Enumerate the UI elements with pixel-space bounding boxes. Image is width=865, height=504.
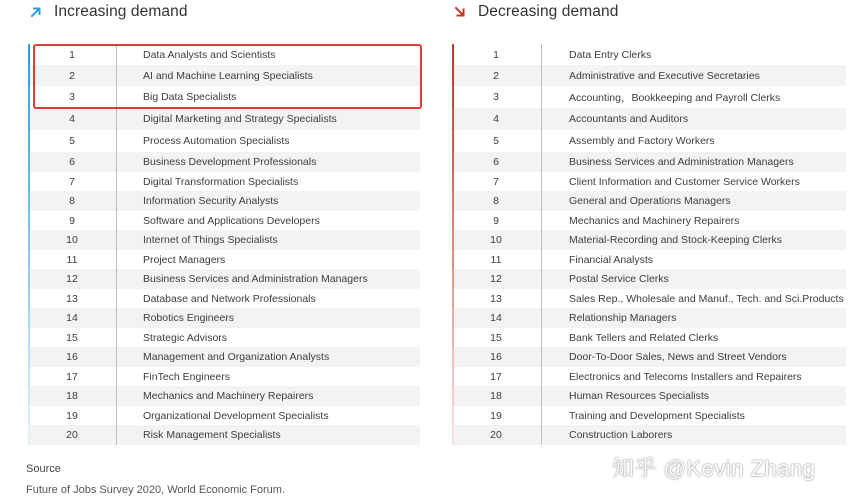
row-accent-bar [28,108,30,130]
row-accent-bar [452,86,454,108]
column-divider [541,386,542,406]
job-title-cell: Bank Tellers and Related Clerks [569,331,719,344]
table-row [452,328,846,347]
rank-cell: 8 [493,195,499,207]
job-title-cell: Business Services and Administration Managers [143,273,368,285]
job-title-cell: Administrative and Executive Secretaries [569,69,760,82]
job-title-cell: Information Security Analysts [143,195,279,207]
rank-cell: 12 [490,273,502,285]
rank-cell: 14 [490,312,502,324]
job-title-cell: Process Automation Specialists [143,135,290,147]
job-title-cell: Relationship Managers [569,312,677,324]
column-divider [541,406,542,425]
row-accent-bar [28,191,30,211]
job-title-cell: Project Managers [143,253,226,266]
table-row [28,108,420,130]
rank-cell: 4 [493,113,499,125]
column-divider [541,425,542,445]
rank-cell: 19 [66,409,78,422]
row-accent-bar [28,425,30,445]
column-divider [541,108,542,130]
arrow-down-right-icon [452,4,468,20]
job-title-cell: Software and Applications Developers [143,214,320,227]
table-row [28,406,420,425]
row-accent-bar [28,86,30,108]
column-divider [541,86,542,108]
rank-cell: 10 [490,234,502,246]
table-row [452,152,846,172]
job-title-cell: Training and Development Specialists [569,409,745,422]
rank-cell: 1 [69,48,75,61]
rank-cell: 17 [66,370,78,383]
job-title-cell: Electronics and Telecoms Installers and Repairers [569,370,802,383]
table-row [28,152,420,172]
rank-cell: 6 [69,156,75,168]
row-accent-bar [28,289,30,308]
row-accent-bar [452,65,454,86]
row-accent-bar [452,250,454,269]
rank-cell: 17 [490,370,502,383]
increasing-demand-header [28,3,188,21]
source-text: Future of Jobs Survey 2020, World Economic Forum. [26,484,286,496]
column-divider [541,367,542,386]
job-title-cell: Accountants and Auditors [569,113,689,125]
row-accent-bar [452,386,454,406]
rank-cell: 18 [66,390,78,402]
column-divider [116,367,117,386]
column-divider [116,191,117,211]
rank-cell: 9 [493,214,499,227]
rank-cell: 12 [66,273,78,285]
job-title-cell: Construction Laborers [569,429,673,441]
table-row [452,108,846,130]
column-divider [541,328,542,347]
job-title-cell: Sales Rep., Wholesale and Manuf., Tech. and Sci.Products [569,292,844,305]
column-divider [116,328,117,347]
column-divider [116,65,117,86]
row-accent-bar [452,44,454,65]
rank-cell: 11 [490,253,502,266]
decreasing-demand-header [452,3,618,21]
column-divider [541,308,542,328]
table-row [28,367,420,386]
column-divider [116,269,117,289]
increasing-demand-table [28,44,420,445]
table-row [28,44,420,65]
job-title-cell: Human Resources Specialists [569,390,710,402]
table-row [452,250,846,269]
table-row [452,130,846,152]
job-title-cell: Robotics Engineers [143,312,235,324]
column-divider [541,152,542,172]
row-accent-bar [452,211,454,230]
column-divider [116,152,117,172]
column-divider [541,65,542,86]
column-divider [116,211,117,230]
table-row [452,86,846,108]
row-accent-bar [452,152,454,172]
table-row [452,230,846,250]
rank-cell: 5 [69,135,75,147]
job-title-cell: Big Data Specialists [143,91,237,103]
job-title-cell: General and Operations Managers [569,195,731,207]
rank-cell: 5 [493,135,499,147]
column-divider [116,172,117,191]
rank-cell: 8 [69,195,75,207]
row-accent-bar [452,308,454,328]
row-accent-bar [28,152,30,172]
increasing-demand-title: Increasing demand [54,3,188,20]
column-divider [116,86,117,108]
watermark: 知乎 @Kevin Zhang [612,456,816,481]
job-title-cell: Material-Recording and Stock-Keeping Clerks [569,234,783,246]
table-row [28,130,420,152]
row-accent-bar [452,130,454,152]
job-title-cell: Business Services and Administration Managers [569,156,794,168]
job-title-cell: Business Development Professionals [143,156,317,168]
row-accent-bar [28,308,30,328]
column-divider [541,250,542,269]
row-accent-bar [452,406,454,425]
row-accent-bar [452,289,454,308]
row-accent-bar [28,211,30,230]
row-accent-bar [28,347,30,367]
source-label: Source [26,463,61,475]
job-title-cell: Mechanics and Machinery Repairers [569,214,740,227]
column-divider [116,289,117,308]
rank-cell: 16 [490,351,502,363]
row-accent-bar [28,172,30,191]
table-row [452,191,846,211]
job-title-cell: Digital Transformation Specialists [143,175,299,188]
job-title-cell: Postal Service Clerks [569,273,669,285]
table-row [28,250,420,269]
table-row [452,406,846,425]
row-accent-bar [28,406,30,425]
job-title-cell: Door-To-Door Sales, News and Street Vendors [569,351,787,363]
job-title-cell: Data Analysts and Scientists [143,48,276,61]
row-accent-bar [28,44,30,65]
job-title-cell: Strategic Advisors [143,331,228,344]
table-row [452,367,846,386]
decreasing-demand-table [452,44,846,445]
column-divider [116,347,117,367]
row-accent-bar [28,328,30,347]
rank-cell: 4 [69,113,75,125]
job-title-cell: Client Information and Customer Service Workers [569,175,800,188]
rank-cell: 18 [490,390,502,402]
column-divider [541,130,542,152]
table-row [28,191,420,211]
row-accent-bar [452,425,454,445]
table-row [28,386,420,406]
column-divider [116,250,117,269]
rank-cell: 6 [493,156,499,168]
table-row [452,347,846,367]
table-row [452,211,846,230]
column-divider [541,347,542,367]
column-divider [541,172,542,191]
row-accent-bar [452,172,454,191]
job-title-cell: AI and Machine Learning Specialists [143,69,313,82]
table-row [28,230,420,250]
table-row [28,86,420,108]
row-accent-bar [28,386,30,406]
rank-cell: 10 [66,234,78,246]
column-divider [541,211,542,230]
rank-cell: 13 [66,292,78,305]
column-divider [541,230,542,250]
rank-cell: 1 [493,48,499,61]
table-row [28,289,420,308]
rank-cell: 13 [490,292,502,305]
column-divider [116,308,117,328]
column-divider [116,386,117,406]
job-title-cell: Assembly and Factory Workers [569,135,715,147]
rank-cell: 2 [493,69,499,82]
column-divider [541,191,542,211]
rank-cell: 3 [69,91,75,103]
column-divider [541,44,542,65]
job-title-cell: Risk Management Specialists [143,429,281,441]
rank-cell: 9 [69,214,75,227]
rank-cell: 2 [69,69,75,82]
rank-cell: 15 [490,331,502,344]
job-title-cell: Data Entry Clerks [569,48,652,61]
rank-cell: 7 [493,175,499,188]
row-accent-bar [28,367,30,386]
table-row [28,269,420,289]
row-accent-bar [28,65,30,86]
table-row [452,308,846,328]
rank-cell: 15 [66,331,78,344]
table-row [452,269,846,289]
row-accent-bar [28,269,30,289]
rank-cell: 7 [69,175,75,188]
rank-cell: 3 [493,91,499,103]
row-accent-bar [28,230,30,250]
arrow-up-right-icon [28,4,44,20]
table-row [28,308,420,328]
row-accent-bar [28,130,30,152]
job-title-cell: Database and Network Professionals [143,292,316,305]
column-divider [116,425,117,445]
column-divider [116,108,117,130]
column-divider [541,269,542,289]
column-divider [116,230,117,250]
column-divider [541,289,542,308]
row-accent-bar [452,108,454,130]
row-accent-bar [452,191,454,211]
job-title-cell: Internet of Things Specialists [143,234,278,246]
table-row [28,172,420,191]
job-title-cell: Mechanics and Machinery Repairers [143,390,314,402]
rank-cell: 14 [66,312,78,324]
table-row [28,65,420,86]
row-accent-bar [28,250,30,269]
job-title-cell: Accounting，Bookkeeping and Payroll Clerks [569,91,781,104]
rank-cell: 20 [66,429,78,441]
job-title-cell: Organizational Development Specialists [143,409,329,422]
rank-cell: 20 [490,429,502,441]
row-accent-bar [452,367,454,386]
row-accent-bar [452,347,454,367]
rank-cell: 11 [66,253,78,266]
table-row [452,65,846,86]
job-title-cell: Management and Organization Analysts [143,351,330,363]
table-row [452,44,846,65]
column-divider [116,406,117,425]
table-row [452,289,846,308]
table-row [452,425,846,445]
row-accent-bar [452,230,454,250]
rank-cell: 19 [490,409,502,422]
job-title-cell: Digital Marketing and Strategy Specialists [143,113,337,125]
row-accent-bar [452,328,454,347]
job-title-cell: Financial Analysts [569,253,654,266]
table-row [28,328,420,347]
table-row [452,172,846,191]
table-row [28,425,420,445]
table-row [452,386,846,406]
column-divider [116,44,117,65]
row-accent-bar [452,269,454,289]
decreasing-demand-title: Decreasing demand [478,3,619,20]
table-row [28,347,420,367]
column-divider [116,130,117,152]
rank-cell: 16 [66,351,78,363]
table-row [28,211,420,230]
job-title-cell: FinTech Engineers [143,370,230,383]
